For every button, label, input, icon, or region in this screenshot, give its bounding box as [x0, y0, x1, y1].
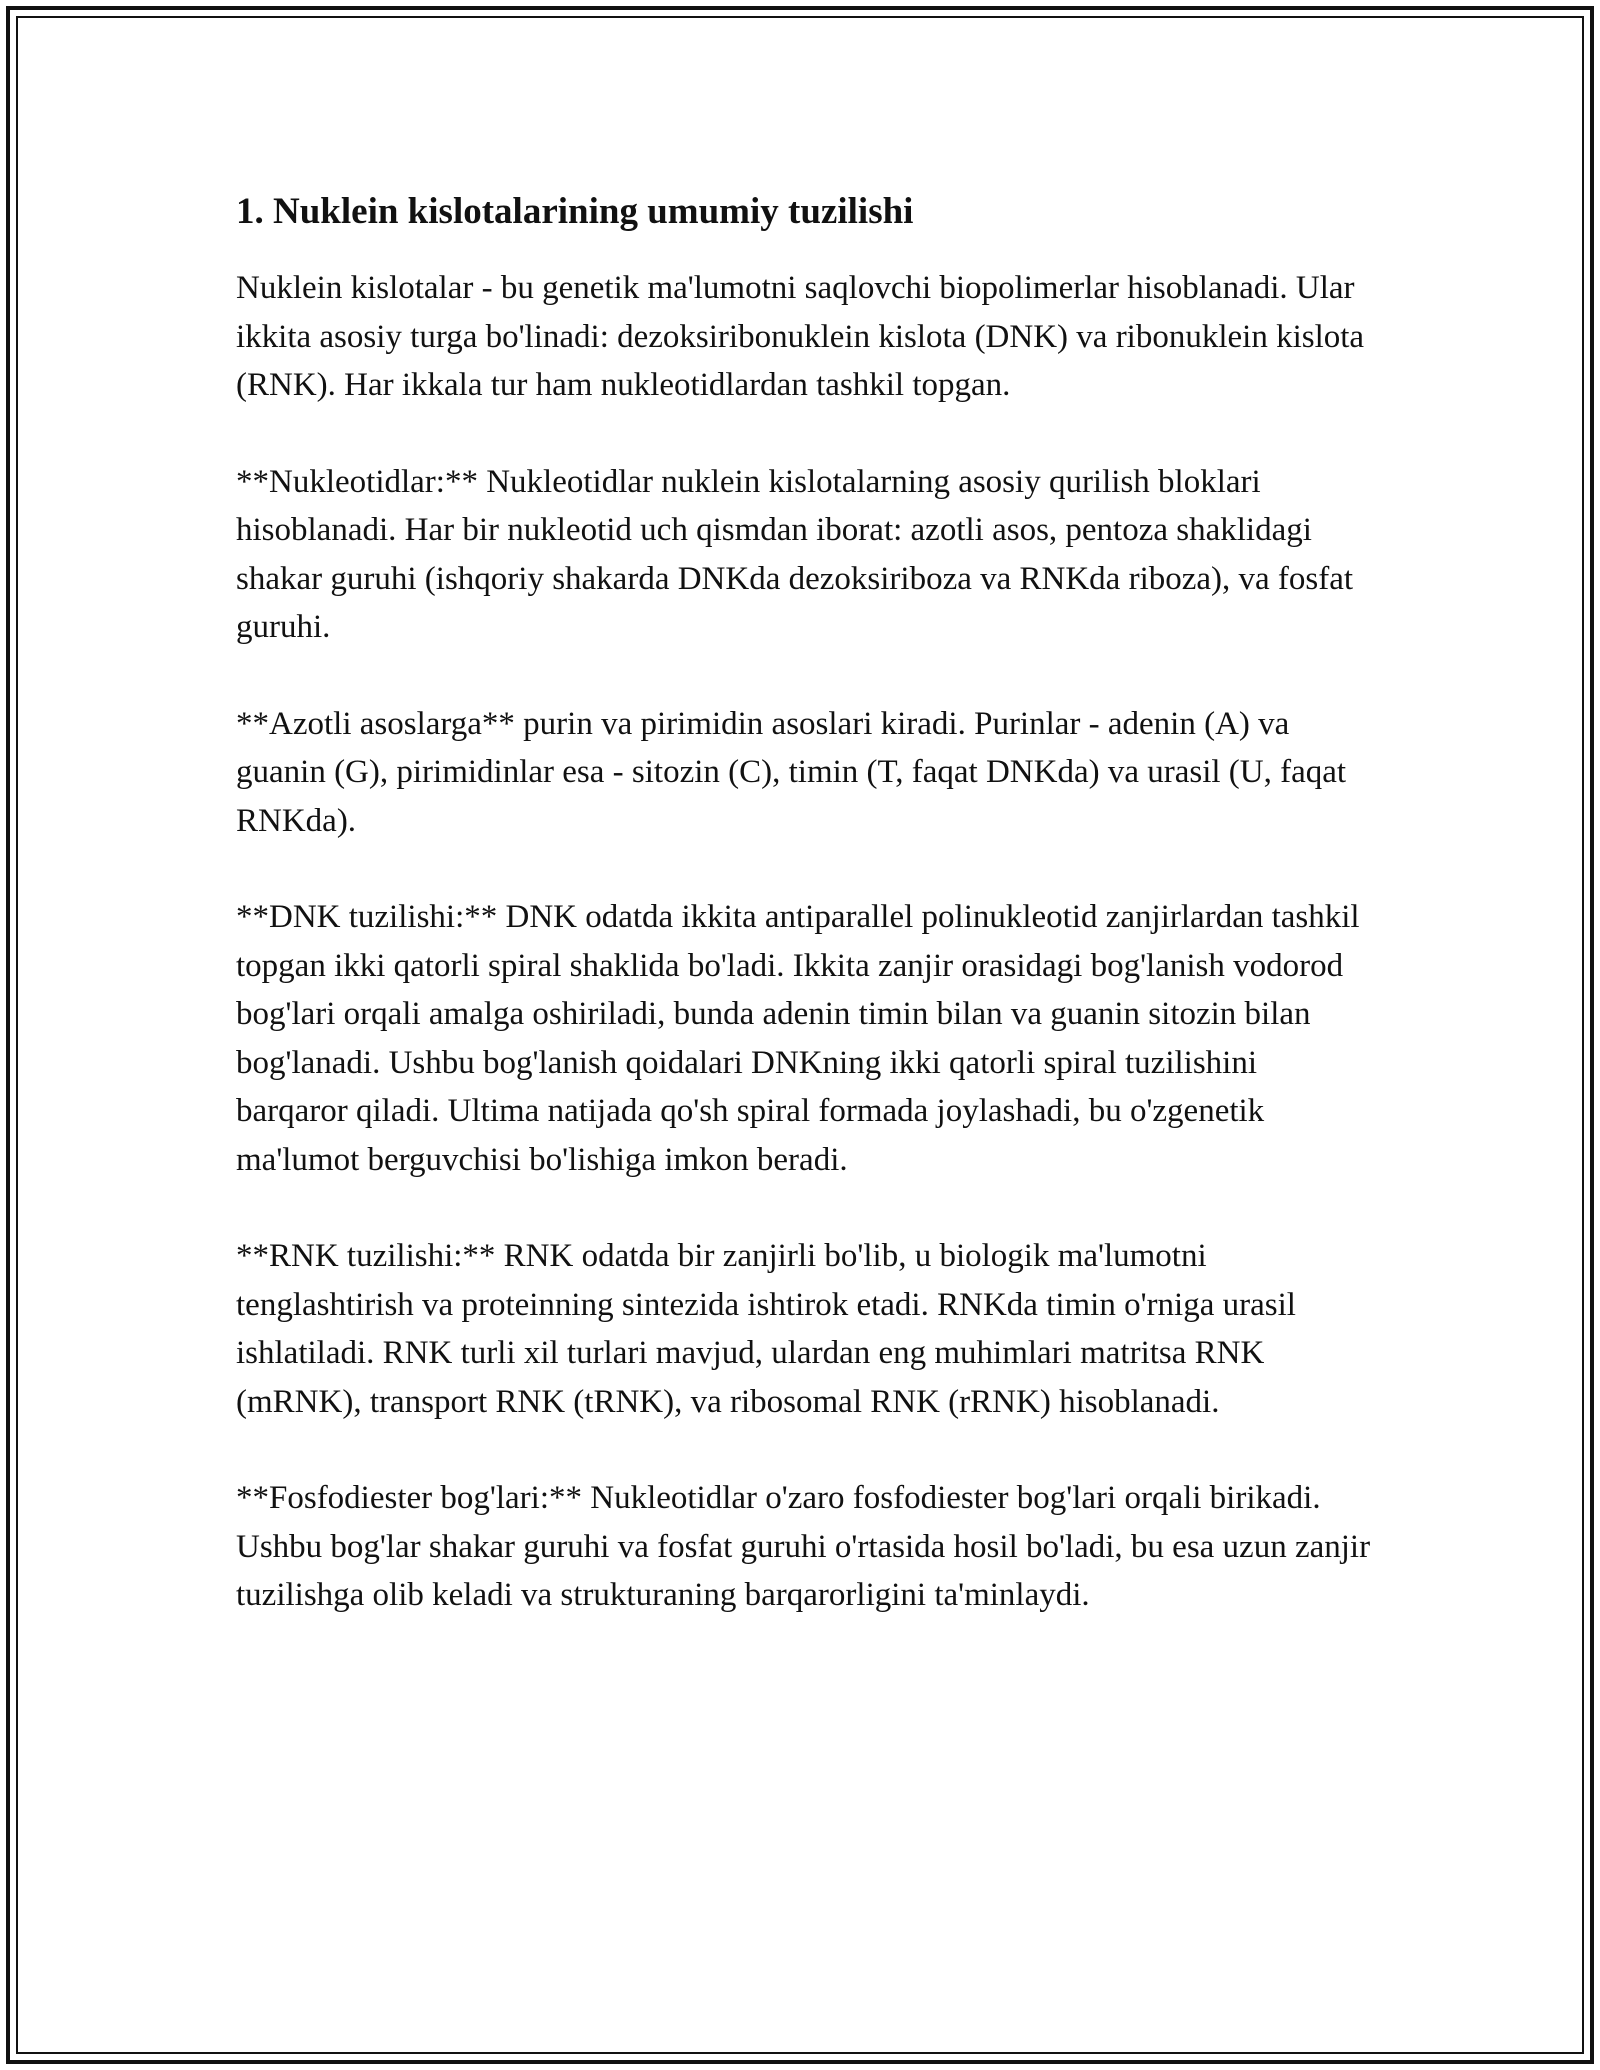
paragraph-nitrogen-bases: **Azotli asoslarga** purin va pirimidin asoslari kiradi. Purinlar - adenin (A) va guanin (G), pirimidinlar esa - sitozin (C), timin (T, faqat DNKda) va urasil (U, faqat RNKda).	[236, 705, 1347, 839]
section-heading: 1. Nuklein kislotalarining umumiy tuzilishi	[236, 191, 914, 232]
paragraph-intro: Nuklein kislotalar - bu genetik ma'lumotni saqlovchi biopolimerlar hisoblanadi. Ular ikkita asosiy turga bo'linadi: dezoksiribonuklein kislota (DNK) va ribonuklein kislota (RNK). Har ikkala tur ham nukleotidlardan tashkil topgan.	[236, 270, 1365, 403]
paragraph-nucleotides: **Nukleotidlar:** Nukleotidlar nuklein kislotalarning asosiy qurilish bloklari hisoblanadi. Har bir nukleotid uch qismdan iborat: azotli asos, pentoza shaklidagi shakar guruhi (ishqoriy shakarda DNKda dezoksiriboza va RNKda riboza), va fosfat guruhi.	[236, 463, 1354, 645]
document-body	[236, 190, 1376, 1668]
paragraph-phosphodiester-bonds: **Fosfodiester bog'lari:** Nukleotidlar o'zaro fosfodiester bog'lari orqali birikadi. Ushbu bog'lar shakar guruhi va fosfat guruhi o'rtasida hosil bo'ladi, bu esa uzun zanjir tuzilishga olib keladi va strukturaning barqarorligini ta'minlaydi.	[236, 1480, 1371, 1613]
paragraph-dna-structure: **DNK tuzilishi:** DNK odatda ikkita antiparallel polinukleotid zanjirlardan tashkil topgan ikki qatorli spiral shaklida bo'ladi. Ikkita zanjir orasidagi bog'lanish vodorod bog'lari orqali amalga oshiriladi, bunda adenin timin bilan va guanin sitozin bilan bog'lanadi. Ushbu bog'lanish qoidalari DNKning ikki qatorli spiral tuzilishini barqaror qiladi. Ultima natijada qo'sh spiral formada joylashadi, bu o'zgenetik ma'lumot berguvchisi bo'lishiga imkon beradi.	[236, 899, 1360, 1178]
paragraph-rna-structure: **RNK tuzilishi:** RNK odatda bir zanjirli bo'lib, u biologik ma'lumotni tenglashtirish va proteinning sintezida ishtirok etadi. RNKda timin o'rniga urasil ishlatiladi. RNK turli xil turlari mavjud, ulardan eng muhimlari matritsa RNK (mRNK), transport RNK (tRNK), va ribosomal RNK (rRNK) hisoblanadi.	[236, 1238, 1296, 1420]
